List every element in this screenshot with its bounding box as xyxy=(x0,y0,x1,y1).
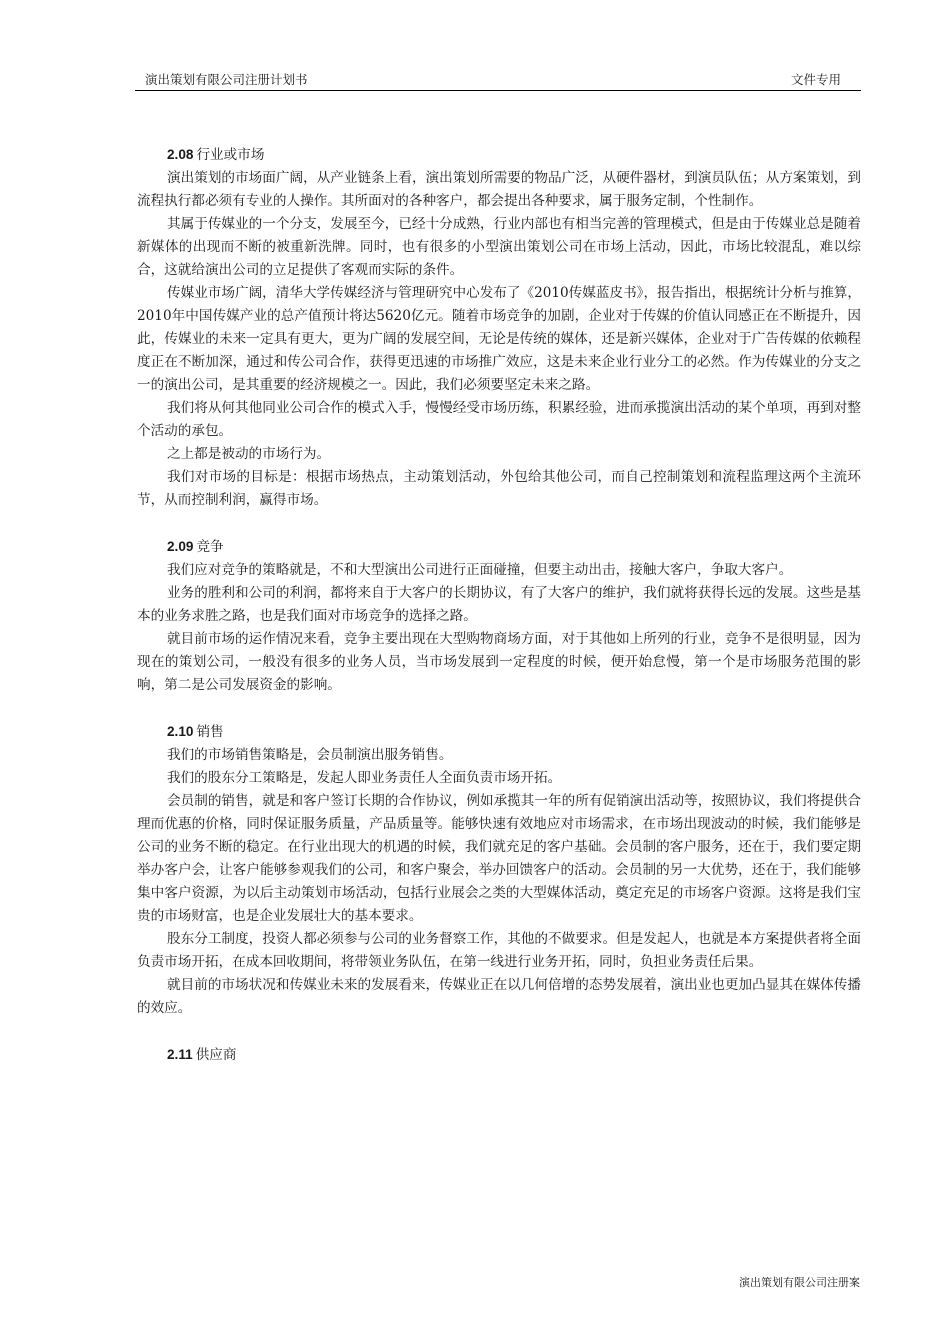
section-spacer xyxy=(137,1020,861,1043)
paragraph: 股东分工制度，投资人都必须参与公司的业务督察工作，其他的不做要求。但是发起人，也就是本方案提供者将全面负责市场开拓，在成本回收期间，将带领业务队伍，在第一线进行业务开拓，同时，负担业务责任后果。 xyxy=(137,931,861,970)
section-spacer xyxy=(137,512,861,535)
section-heading-2-11 xyxy=(137,1043,861,1067)
paragraph: 就目前市场的运作情况来看，竞争主要出现在大型购物商场方面，对于其他如上所列的行业，竞争不是很明显，因为现在的策划公司，一般没有很多的业务人员，当市场发展到一定程度的时候，便开始怠慢，第一个是市场服务范围的影响，第二是公司发展资金的影响。 xyxy=(137,631,861,693)
header-document-title: 演出策划有限公司注册计划书 xyxy=(145,72,308,87)
document-body xyxy=(137,143,861,1067)
section-title: 行业或市场 xyxy=(196,147,265,163)
page-header xyxy=(135,70,861,91)
section-heading-2-09 xyxy=(137,535,861,559)
paragraph: 我们的市场销售策略是，会员制演出服务销售。 xyxy=(167,747,453,763)
section-number: 2.10 xyxy=(167,724,194,739)
section-heading-2-10 xyxy=(137,720,861,744)
section-number: 2.08 xyxy=(167,147,194,162)
section-heading-2-08 xyxy=(137,143,861,167)
section-spacer xyxy=(137,697,861,720)
paragraph: 会员制的销售，就是和客户签订长期的合作协议，例如承揽其一年的所有促销演出活动等，按照协议，我们将提供合理而优惠的价格，同时保证服务质量，产品质量等。能够快速有效地应对市场需求，在市场出现波动的时候，我们能够是公司的业务不断的稳定。在行业出现大的机遇的时候，我们就充足的客户基础。会员制的客户服务，还在于，我们要定期举办客户会，让客户能够参观我们的公司，和客户聚会，举办回馈客户的活动。会员制的另一大优势，还在于，我们能够集中客户资源，为以后主动策划市场活动，包括行业展会之类的大型媒体活动，奠定充足的市场客户资源。这将是我们宝贵的市场财富，也是企业发展壮大的基本要求。 xyxy=(137,793,861,924)
paragraph: 我们的股东分工策略是，发起人即业务责任人全面负责市场开拓。 xyxy=(167,770,562,786)
section-number: 2.09 xyxy=(167,539,194,554)
page-footer: 演出策划有限公司注册案 xyxy=(739,1276,860,1289)
paragraph: 我们应对竞争的策略就是，不和大型演出公司进行正面碰撞，但要主动出击，接触大客户，争取大客户。 xyxy=(167,562,793,578)
section-title: 供应商 xyxy=(195,1047,237,1063)
section-number: 2.11 xyxy=(167,1047,193,1062)
paragraph: 演出策划的市场面广阔，从产业链条上看，演出策划所需要的物品广泛，从硬件器材，到演员队伍；从方案策划，到流程执行都必须有专业的人操作。其所面对的各种客户，都会提出各种要求，属于服务定制，个性制作。 xyxy=(137,170,861,209)
paragraph: 传媒业市场广阔，清华大学传媒经济与管理研究中心发布了《2010传媒蓝皮书》，报告指出，根据统计分析与推算，2010年中国传媒产业的总产值预计将达5620亿元。随着市场竞争的加剧，企业对于传媒的价值认同感正在不断提升，因此，传媒业的未来一定具有更大，更为广阔的发展空间，无论是传统的媒体，还是新兴媒体，企业对于广告传媒的依赖程度正在不断加深，通过和传公司合作，获得更迅速的市场推广效应，这是未来企业行业分工的必然。作为传媒业的分支之一的演出公司，是其重要的经济规模之一。因此，我们必须要坚定未来之路。 xyxy=(137,285,861,393)
section-title: 销售 xyxy=(196,724,224,740)
section-title: 竞争 xyxy=(196,539,224,555)
paragraph: 我们将从何其他同业公司合作的模式入手，慢慢经受市场历练，积累经验，进而承揽演出活动的某个单项，再到对整个活动的承包。 xyxy=(137,400,861,439)
header-document-label: 文件专用 xyxy=(790,72,841,87)
paragraph: 我们对市场的目标是：根据市场热点，主动策划活动，外包给其他公司，而自己控制策划和流程监理这两个主流环节，从而控制利润，赢得市场。 xyxy=(137,469,861,508)
paragraph: 就目前的市场状况和传媒业未来的发展看来，传媒业正在以几何倍增的态势发展着，演出业也更加凸显其在媒体传播的效应。 xyxy=(137,977,861,1016)
paragraph: 之上都是被动的市场行为。 xyxy=(167,446,331,462)
paragraph: 业务的胜利和公司的利润，都将来自于大客户的长期协议，有了大客户的维护，我们就将获得长远的发展。这些是基本的业务求胜之路，也是我们面对市场竞争的选择之路。 xyxy=(137,585,861,624)
paragraph: 其属于传媒业的一个分支，发展至今，已经十分成熟，行业内部也有相当完善的管理模式，但是由于传媒业总是随着新媒体的出现而不断的被重新洗牌。同时，也有很多的小型演出策划公司在市场上活动，因此，市场比较混乱，难以综合，这就给演出公司的立足提供了客观而实际的条件。 xyxy=(137,216,861,278)
